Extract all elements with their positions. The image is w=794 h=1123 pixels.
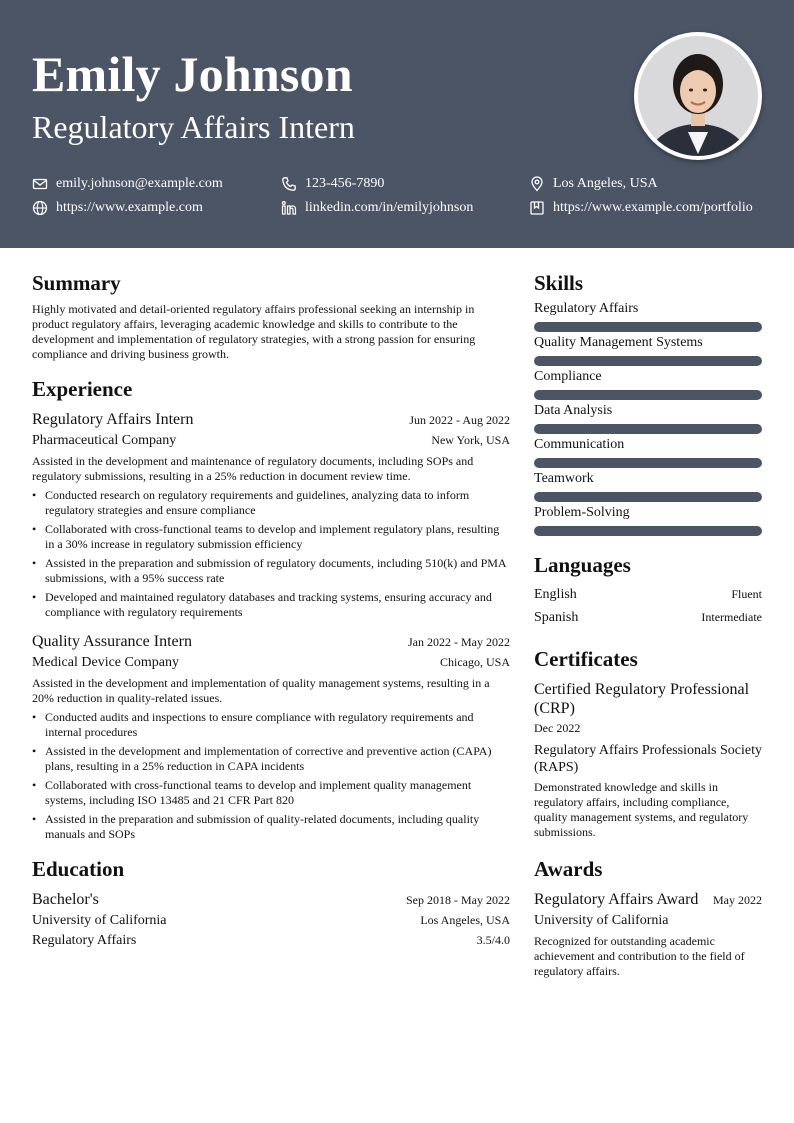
job-bullet: • Assisted in the development and implementation of corrective and preventive action (CAPA) plans, resulting in a 25% reduction in CAPA incidents [32, 744, 510, 774]
job-title: Regulatory Affairs Intern [32, 411, 194, 428]
skill-label: Problem-Solving [534, 505, 630, 520]
education-field: Regulatory Affairs [32, 933, 137, 948]
language-name: Spanish [534, 610, 579, 625]
job-entry [32, 410, 510, 620]
job-title: Quality Assurance Intern [32, 633, 192, 650]
job-bullet: • Conducted audits and inspections to ensure compliance with regulatory requirements and internal procedures [32, 710, 510, 740]
skill-bar [534, 424, 762, 434]
language-level: Fluent [731, 587, 762, 601]
contact-phone[interactable] [281, 175, 384, 193]
globe-icon [32, 200, 48, 216]
contact-portfolio[interactable] [529, 199, 753, 217]
profile-photo [634, 32, 762, 160]
skills-section [534, 270, 762, 536]
language-row [534, 607, 762, 628]
phone-text: 123-456-7890 [305, 176, 385, 191]
job-location: New York, USA [431, 433, 510, 447]
avatar [638, 36, 758, 156]
contact-linkedin[interactable] [281, 199, 473, 217]
website-text: https://www.example.com [56, 200, 203, 215]
job-bullet: • Collaborated with cross-functional teams to develop and implement regulatory plans, resulting in a 30% increase in regulatory submission efficiency [32, 522, 510, 552]
education-dates: Sep 2018 - May 2022 [406, 893, 510, 907]
location-text: Los Angeles, USA [553, 176, 658, 191]
languages-section [534, 552, 762, 628]
job-location: Chicago, USA [440, 655, 510, 669]
award-issuer: University of California [534, 913, 669, 928]
job-description: Assisted in the development and implementation of quality management systems, resulting in a 20% reduction in quality-related issues. [32, 676, 490, 705]
job-bullets [32, 488, 510, 620]
candidate-name: Emily Johnson [32, 46, 353, 102]
phone-icon [281, 176, 297, 192]
job-description: Assisted in the development and maintenance of regulatory documents, including SOPs and regulatory submissions, resulting in a 25% reduction in document review time. [32, 454, 474, 483]
contact-website[interactable] [32, 199, 203, 217]
education-degree: Bachelor's [32, 891, 99, 908]
education-heading: Education [32, 857, 125, 881]
award-date: May 2022 [713, 893, 762, 907]
certificates-section [534, 646, 762, 840]
skill-label: Teamwork [534, 471, 594, 486]
skill-label: Regulatory Affairs [534, 301, 639, 316]
summary-section [32, 270, 510, 362]
header [0, 0, 794, 248]
job-dates: Jun 2022 - Aug 2022 [409, 413, 510, 427]
experience-section [32, 376, 510, 842]
job-bullet: • Collaborated with cross-functional teams to develop and implement quality management systems, including ISO 13485 and 21 CFR Part 820 [32, 778, 510, 808]
summary-text: Highly motivated and detail-oriented regulatory affairs professional seeking an internship in product regulatory affairs, leveraging academic knowledge and skills to contribute to the development and implementation of regulatory strategies, with a strong passion for ensuring compliance and driving business growth. [32, 302, 476, 361]
job-entry [32, 632, 510, 842]
job-bullet: • Assisted in the preparation and submission of quality-related documents, including quality manuals and SOPs [32, 812, 510, 842]
job-bullet: • Developed and maintained regulatory databases and tracking systems, ensuring accuracy and compliance with regulatory requirements [32, 590, 510, 620]
certificates-heading: Certificates [534, 647, 638, 671]
side-column [534, 270, 762, 991]
language-level: Intermediate [701, 610, 762, 624]
certificate-date: Dec 2022 [534, 721, 581, 735]
contact-email[interactable] [32, 175, 223, 193]
skill-bar [534, 390, 762, 400]
skill-bar [534, 322, 762, 332]
awards-heading: Awards [534, 857, 603, 881]
skill-bar [534, 356, 762, 366]
map-pin-icon [529, 176, 545, 192]
mail-icon [32, 176, 48, 192]
languages-heading: Languages [534, 553, 631, 577]
bookmark-icon [529, 200, 545, 216]
skill-bar [534, 526, 762, 536]
certificate-name: Regulatory Affairs Professionals Society (RAPS) [534, 743, 762, 775]
education-gpa: 3.5/4.0 [476, 933, 510, 947]
education-school: University of California [32, 913, 167, 928]
language-row [534, 584, 762, 605]
contact-location [529, 175, 658, 193]
skill-bar [534, 458, 762, 468]
email-text: emily.johnson@example.com [56, 176, 223, 191]
skill-label: Quality Management Systems [534, 335, 703, 350]
award-title: Regulatory Affairs Award [534, 891, 699, 908]
job-company: Pharmaceutical Company [32, 433, 177, 448]
award-description: Recognized for outstanding academic achievement and contribution to the field of regulatory affairs. [534, 934, 745, 978]
experience-heading: Experience [32, 377, 133, 401]
education-section [32, 856, 510, 950]
linkedin-icon [281, 200, 297, 216]
portfolio-text: https://www.example.com/portfolio [553, 200, 753, 215]
education-location: Los Angeles, USA [420, 913, 510, 927]
certificate-name: Certified Regulatory Professional (CRP) [534, 681, 750, 717]
main-column [32, 270, 510, 962]
certificate-description: Demonstrated knowledge and skills in regulatory affairs, including compliance, quality management systems, and regulatory submissions. [534, 780, 749, 839]
skill-label: Communication [534, 437, 625, 452]
skill-bar [534, 492, 762, 502]
linkedin-text: linkedin.com/in/emilyjohnson [305, 200, 474, 215]
candidate-title: Regulatory Affairs Intern [32, 109, 355, 145]
awards-section [534, 856, 762, 979]
summary-heading: Summary [32, 271, 121, 295]
skill-label: Compliance [534, 369, 602, 384]
job-bullets [32, 710, 510, 842]
language-name: English [534, 587, 577, 602]
job-bullet: • Assisted in the preparation and submission of regulatory documents, including 510(k) and PMA submissions, with a 95% success rate [32, 556, 510, 586]
job-company: Medical Device Company [32, 655, 179, 670]
skill-label: Data Analysis [534, 403, 613, 418]
job-bullet: • Conducted research on regulatory requirements and guidelines, analyzing data to inform regulatory strategies and ensure compliance [32, 488, 510, 518]
job-dates: Jan 2022 - May 2022 [408, 635, 510, 649]
skills-heading: Skills [534, 271, 584, 295]
